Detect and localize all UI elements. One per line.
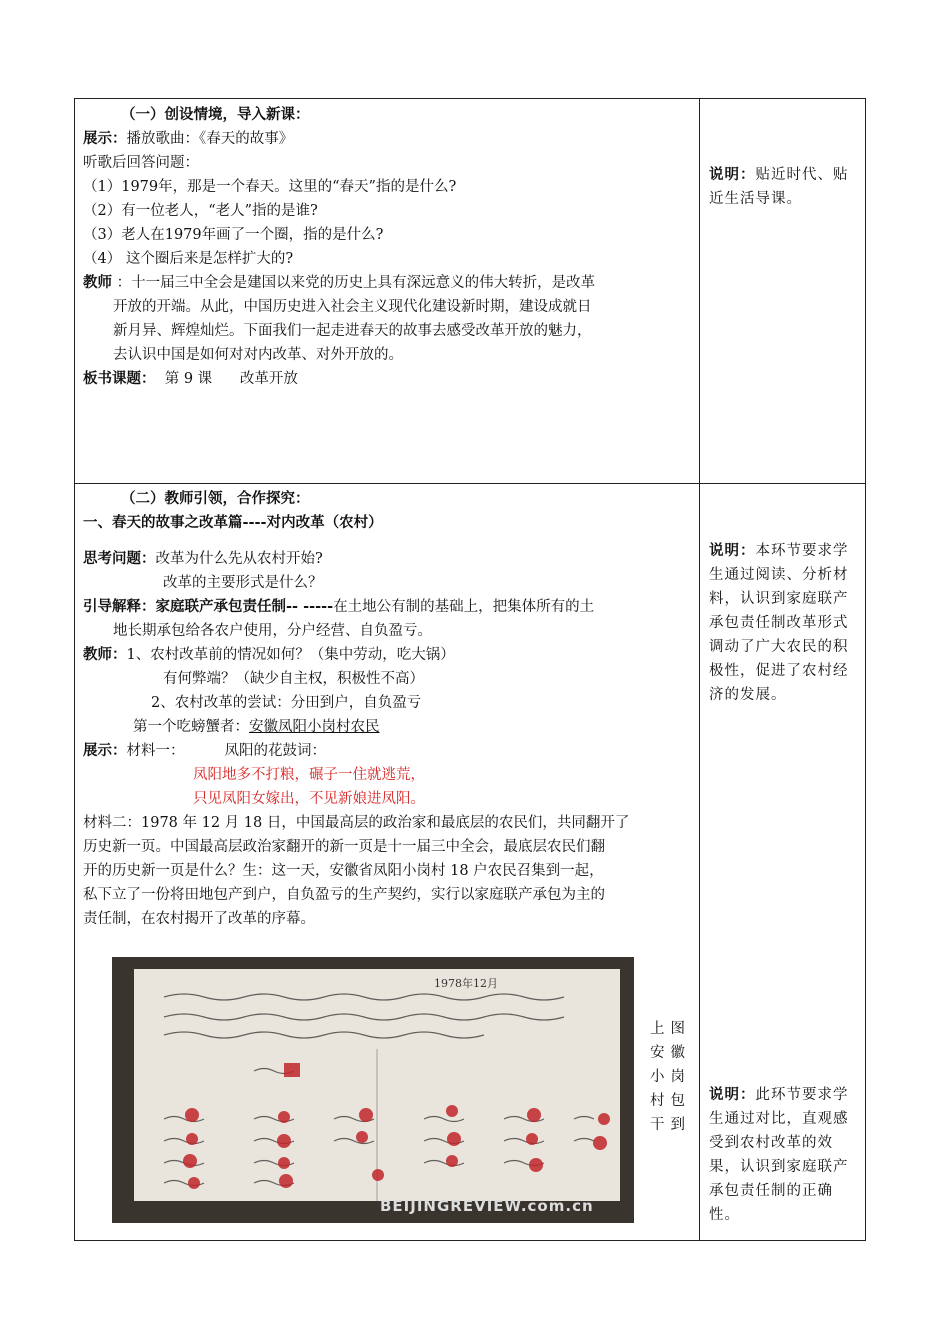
section-2-heading: （二）教师引领，合作探究：	[121, 490, 310, 507]
teacher-label: 教师：	[83, 646, 127, 663]
think-question-1: 改革为什么先从农村开始?	[155, 551, 323, 567]
teacher-text: 去认识中国是如何对对内改革、对外开放的。	[113, 347, 403, 363]
poem-line: 凤阳地多不打粮，碾子一住就逃荒，	[193, 767, 425, 783]
column-divider	[699, 99, 700, 1240]
contract-date: 1978年12月	[434, 977, 498, 990]
show-label: 展示：	[83, 742, 127, 759]
material-1-label: 材料一：	[126, 743, 185, 759]
contract-scribbles-icon	[134, 969, 620, 1201]
listen-prompt: 听歌后回答问题：	[83, 155, 199, 171]
material-2-line: 材料二：1978 年 12 月 18 日，中国最高层的政治家和最底层的农民们，共同翻开了	[83, 815, 630, 831]
show-label: 展示：	[83, 130, 127, 147]
question-4: （4） 这个圈后来是怎样扩大的?	[83, 251, 294, 267]
row-divider	[75, 483, 865, 484]
section-1-note	[709, 163, 859, 211]
crab-value: 安徽凤阳小岗村农民	[249, 719, 380, 735]
teacher-line: 有何弊端？（缺少自主权，积极性不高）	[163, 671, 424, 687]
poem-line: 只见凤阳女嫁出，不见新娘进凤阳。	[193, 791, 425, 807]
section-2-note-2	[709, 1083, 859, 1227]
crab-label: 第一个吃螃蟹者：	[133, 719, 249, 735]
question-1: （1）1979年，那是一个春天。这里的“春天”指的是什么?	[83, 179, 457, 195]
teacher-text: 新月异、辉煌灿烂。下面我们一起走进春天的故事去感受改革开放的魅力，	[113, 323, 592, 339]
section-1-heading: （一）创设情境，导入新课：	[121, 106, 310, 123]
xiaogang-contract-photo	[112, 957, 634, 1223]
guide-term: 家庭联产承包责任制-- -----	[155, 598, 334, 615]
lesson-plan-table	[74, 98, 866, 1241]
note-text: 贴近时代、贴近生活导课。	[709, 167, 849, 207]
note-label: 说明：	[709, 166, 756, 183]
teacher-text: 开放的开端。从此，中国历史进入社会主义现代化建设新时期，建设成就日	[113, 299, 592, 315]
section-2-subheading: 一、春天的故事之改革篇----对内改革（农村）	[83, 514, 383, 531]
teacher-text: ：十一届三中全会是建国以来党的历史上具有深远意义的伟大转折，是改革	[112, 275, 596, 291]
teacher-line: 1、农村改革前的情况如何？（集中劳动，吃大锅）	[126, 647, 455, 663]
question-3: （3）老人在1979年画了一个圈，指的是什么?	[83, 227, 384, 243]
board-text: 第 9 课 改革开放	[155, 371, 298, 387]
section-2-content	[83, 487, 693, 931]
section-2-note-1	[709, 539, 859, 707]
show-text: 播放歌曲：《春天的故事》	[126, 131, 294, 147]
think-question-2: 改革的主要形式是什么？	[163, 575, 323, 591]
note-text: 此环节要求学生通过对比，直观感受到农村改革的效果，认识到家庭联产承包责任制的正确性。	[709, 1087, 849, 1223]
board-label: 板书课题：	[83, 370, 156, 387]
material-1-title: 凤阳的花鼓词：	[224, 743, 326, 759]
teacher-label: 教师	[83, 274, 112, 291]
material-2-line: 责任制，在农村揭开了改革的序幕。	[83, 911, 315, 927]
teacher-line: 2、农村改革的尝试：分田到户，自负盈亏	[151, 695, 422, 711]
contract-paper	[134, 969, 620, 1201]
photo-watermark: BEIJINGREVIEW.com.cn	[380, 1197, 594, 1215]
guide-text: 在土地公有制的基础上，把集体所有的土	[333, 599, 595, 615]
material-2-line: 开的历史新一页是什么？生：这一天，安徽省凤阳小岗村 18 户农民召集到一起，	[83, 863, 604, 879]
note-label: 说明：	[709, 542, 756, 559]
guide-text: 地长期承包给各农户使用，分户经营、自负盈亏。	[113, 623, 432, 639]
photo-caption: 上图安徽小岗村包干到	[650, 1021, 691, 1133]
question-2: （2）有一位老人，“老人”指的是谁?	[83, 203, 318, 219]
think-label: 思考问题：	[83, 550, 156, 567]
guide-label: 引导解释：	[83, 598, 156, 615]
note-text: 本环节要求学生通过阅读、分析材料，认识到家庭联产承包责任制改革形式调动了广大农民的积极性，促进了农村经济的发展。	[709, 543, 849, 703]
material-2-line: 历史新一页。中国最高层政治家翻开的新一页是十一届三中全会，最底层农民们翻	[83, 839, 605, 855]
section-1-content	[83, 103, 693, 391]
material-2-line: 私下立了一份将田地包产到户，自负盈亏的生产契约，实行以家庭联产承包为主的	[83, 887, 605, 903]
note-label: 说明：	[709, 1086, 756, 1103]
